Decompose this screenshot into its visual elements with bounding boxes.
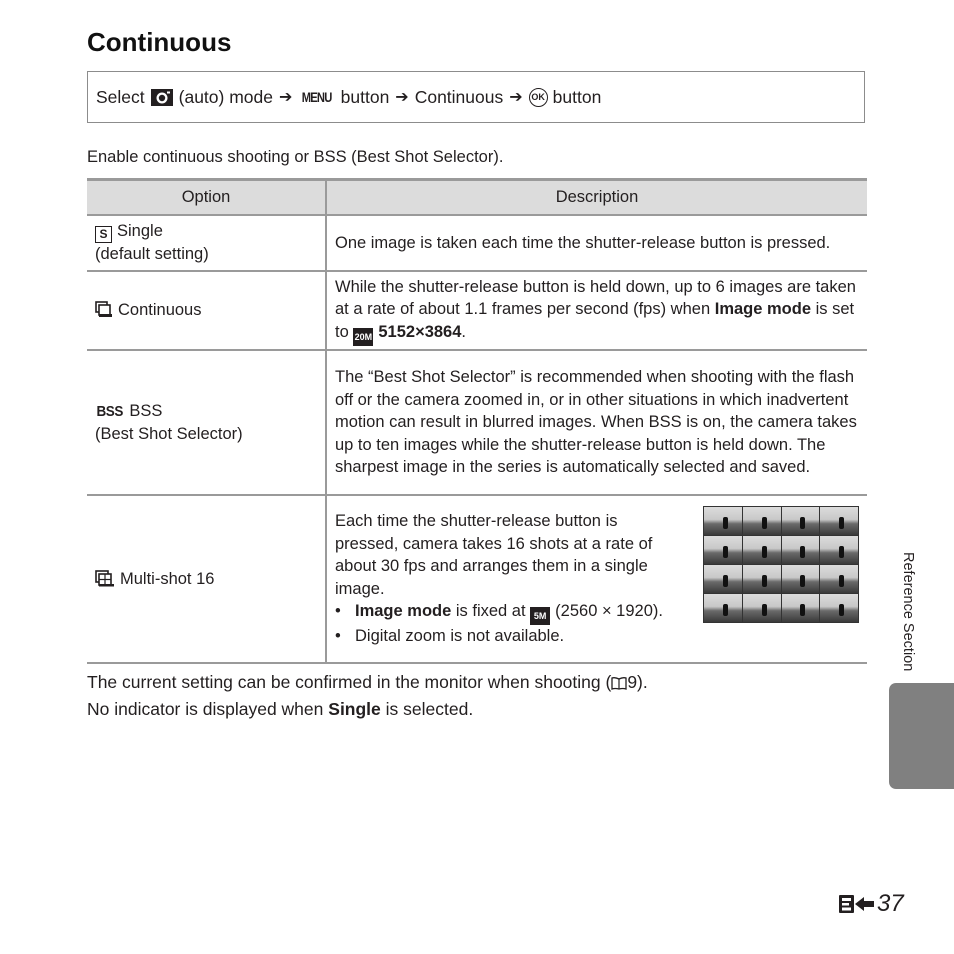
desc-bold: Image mode [355,602,452,621]
notes [87,669,648,723]
table-row [87,495,867,663]
desc-bold: Image mode [714,300,812,318]
table-row [87,215,867,271]
description-cell: One image is taken each time the shutter-release button is pressed. [326,215,867,271]
desc-text: . [461,322,467,341]
continuous-mode-icon [95,301,113,318]
option-cell [87,271,326,350]
note-text: No indicator is displayed when [87,699,324,719]
option-cell [87,215,326,271]
menu-path-box [87,71,865,123]
table-row [87,271,867,350]
options-table [87,178,867,664]
note-line-2 [87,696,648,723]
option-cell [87,495,326,663]
camera-icon [150,87,174,107]
arrow-right-icon: ➔ [395,89,409,106]
option-cell [87,350,326,495]
multi-shot-sample-image [703,506,859,623]
nav-button-text: button [340,86,390,107]
page-ref: 9 [627,672,638,692]
nav-auto-mode-text: (auto) mode [178,86,273,107]
page-number-text: 37 [877,890,904,917]
single-mode-icon: S [95,226,112,243]
side-section-label: Reference Section [900,552,916,672]
image-mode-5m-icon: 5M [530,607,550,625]
note-line-1 [87,669,648,696]
desc-text: is fixed at [455,602,526,621]
table-header-row [87,180,867,216]
header-option: Option [87,180,326,216]
desc-bold: 5152×3864 [378,322,462,341]
bullet-item [347,600,679,625]
arrow-right-icon: ➔ [509,89,523,106]
option-name: Multi-shot 16 [120,569,215,588]
bullet-item: • Digital zoom is not available. [347,625,679,648]
option-sub: (Best Shot Selector) [95,425,243,443]
desc-text: While the shutter-release button is held down, up to 6 images are taken at a rate of about 1.1 frames per second (fps) when [335,277,856,318]
image-mode-20m-icon: 20M [353,328,373,346]
menu-icon: MENU [302,89,332,105]
note-bold: Single [328,699,381,719]
option-name: BSS [129,401,163,420]
desc-text: Each time the shutter-release button is pressed, camera takes 16 shots at a rate of about 30 fps and arranges them in a single image. [335,512,653,598]
description-cell: The “Best Shot Selector” is recommended when shooting with the flash off or the camera zoomed in, or in other situations in which inadvertent motion can result in blurred images. When BSS is on, the camera takes up to ten images while the shutter-release button is held down. The sharpest image in the series is automatically selected and saved. [326,350,867,495]
option-name: Continuous [118,301,202,320]
page-number [838,890,904,918]
nav-button-text: button [552,86,602,107]
nav-continuous-text: Continuous [414,86,504,107]
description-cell [326,271,867,350]
note-text: The current setting can be confirmed in the monitor when shooting ( [87,672,612,692]
note-text: is selected. [385,699,474,719]
section-tab [889,683,954,789]
table-row [87,350,867,495]
multi-shot-icon [95,570,115,587]
bss-mode-icon: BSS [96,402,123,420]
nav-select-text: Select [96,86,145,107]
ok-icon: OK [529,88,548,107]
description-cell [326,495,867,663]
book-reference-icon [611,676,627,690]
e-section-icon [838,894,876,914]
desc-text: is set to [335,300,855,341]
page-title: Continuous [87,27,232,57]
option-name: Single [117,222,163,241]
note-text: ). [637,672,648,692]
intro-text: Enable continuous shooting or BSS (Best Shot Selector). [87,148,504,166]
option-sub: (default setting) [95,245,209,264]
desc-text: (2560 × 1920). [555,602,663,621]
arrow-right-icon: ➔ [279,89,293,106]
header-description: Description [326,180,867,216]
